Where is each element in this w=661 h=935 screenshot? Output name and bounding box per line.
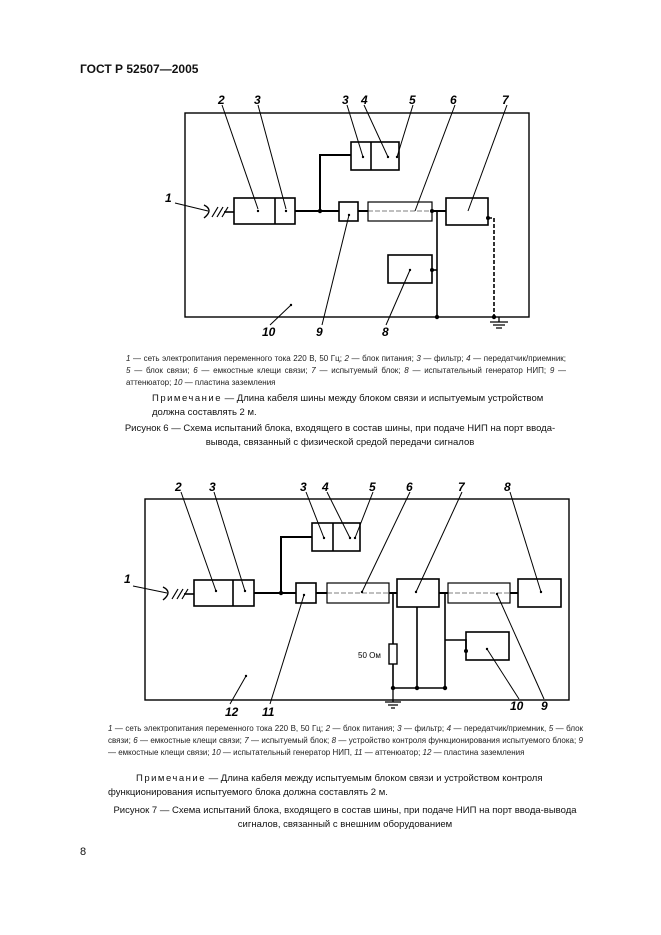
fig6-label-2: 2: [218, 93, 225, 107]
legend-number: 5: [548, 724, 554, 733]
fig7-label-10: 10: [510, 699, 524, 713]
legend-text: — испытуемый блок;: [248, 736, 332, 745]
document-header: ГОСТ Р 52507—2005: [80, 62, 199, 76]
legend-text: — фильтр;: [401, 724, 447, 733]
attenuator-block: [296, 583, 316, 603]
legend-text: — устройство контроля функционирования испытуемого блока;: [336, 736, 579, 745]
eut-block: [397, 579, 439, 607]
fig6-label-10: 10: [262, 325, 276, 339]
legend-number: 2: [325, 724, 331, 733]
legend-text: — емкостные клещи связи;: [137, 736, 245, 745]
fig7-label-3b: 3: [300, 480, 307, 494]
legend-number: 3: [416, 354, 421, 363]
fig7-label-3: 3: [209, 480, 216, 494]
legend-text: — блок питания;: [330, 724, 398, 733]
legend-number: 8: [404, 366, 409, 375]
fig6-label-1: 1: [165, 191, 172, 205]
legend-number: 3: [397, 724, 402, 733]
legend-number: 5: [126, 366, 131, 375]
legend-text: — сеть электропитания переменного тока 220 В, 50 Гц;: [112, 724, 326, 733]
legend-number: 8: [331, 736, 337, 745]
coupling-unit-block: [312, 523, 360, 551]
legend-text: — передатчик/приемник,: [451, 724, 549, 733]
ground-plate-frame: [145, 499, 569, 700]
legend-number: 9: [578, 736, 583, 745]
figure-7-legend: [108, 723, 583, 759]
fig7-label-4: 4: [322, 480, 329, 494]
legend-text: — аттенюатор;: [126, 366, 567, 387]
power-supply-block: [194, 580, 254, 606]
legend-text: — блок связи;: [108, 724, 584, 745]
fig7-label-1: 1: [124, 572, 131, 586]
legend-number: 1: [126, 354, 131, 363]
legend-number: 6: [133, 736, 138, 745]
fig6-label-3b: 3: [342, 93, 349, 107]
fig7-label-7: 7: [458, 480, 465, 494]
fig6-note-text: — Длина кабеля шины между блоком связи и испытуемым устройством должна составлять 2 м.: [152, 393, 544, 418]
legend-text: — испытуемый блок;: [315, 366, 405, 375]
generator-block: [466, 632, 509, 660]
legend-text: — емкостные клещи связи;: [108, 748, 212, 757]
fig7-label-6: 6: [406, 480, 413, 494]
fig7-label-5: 5: [369, 480, 376, 494]
legend-number: 6: [193, 366, 198, 375]
fig7-label-8: 8: [504, 480, 511, 494]
fig7-note-text: — Длина кабеля между испытуемым блоком связи и устройством контроля функционирования испытуемого блока должна составлять 2 м.: [108, 773, 543, 798]
legend-number: 11: [354, 748, 363, 757]
fig6-label-7: 7: [502, 93, 509, 107]
legend-number: 12: [422, 748, 432, 757]
fig7-label-9: 9: [541, 699, 548, 713]
fig6-label-5: 5: [409, 93, 416, 107]
figure-6-caption: Рисунок 6 — Схема испытаний блока, входящего в состав шины, при подаче НИП на порт ввода-вывода, связанный с физической средой передачи сигналов: [124, 423, 556, 448]
fig7-label-2: 2: [175, 480, 182, 494]
page-number: 8: [80, 846, 87, 858]
legend-text: — передатчик/приемник;: [470, 354, 567, 363]
legend-number: 10: [211, 748, 221, 757]
fig7-label-12: 12: [225, 705, 239, 719]
monitoring-device-block: [518, 579, 561, 607]
fig6-label-3: 3: [254, 93, 261, 107]
fig6-label-8: 8: [382, 325, 389, 339]
fig6-label-6: 6: [450, 93, 457, 107]
legend-text: — сеть электропитания переменного тока 220 В, 50 Гц;: [130, 354, 345, 363]
fig6-note-word: Примечание: [152, 393, 222, 404]
resistor-label: 50 Ом: [358, 651, 381, 660]
legend-number: 1: [108, 724, 113, 733]
legend-text: — пластина заземления: [182, 378, 276, 387]
legend-text: — испытательный генератор НИП,: [220, 748, 355, 757]
legend-text: — испытательный генератор НИП;: [408, 366, 550, 375]
legend-text: — блок питания;: [348, 354, 417, 363]
legend-number: 7: [244, 736, 249, 745]
legend-number: 4: [466, 354, 471, 363]
legend-number: 7: [311, 366, 316, 375]
legend-number: 10: [173, 378, 183, 387]
legend-number: 4: [446, 724, 452, 733]
fig7-label-11: 11: [262, 705, 275, 719]
legend-text: — аттенюатор;: [362, 748, 423, 757]
legend-text: — фильтр;: [420, 354, 467, 363]
legend-text: — пластина заземления: [431, 748, 525, 757]
fig7-note-word: Примечание: [136, 773, 206, 784]
figure-7-caption: Рисунок 7 — Схема испытаний блока, входящего в состав шины, при подаче НИП на порт ввода-вывода сигналов, связанный с внешним оборудованием: [113, 805, 577, 830]
fig6-label-4: 4: [361, 93, 368, 107]
legend-number: 9: [549, 366, 555, 375]
legend-number: 2: [344, 354, 349, 363]
figure-7-note: [108, 772, 583, 800]
legend-text: — блок связи;: [130, 366, 194, 375]
fig6-label-9: 9: [316, 325, 323, 339]
legend-text: — емкостные клещи связи;: [197, 366, 312, 375]
resistor-50-ohm: [389, 644, 397, 664]
